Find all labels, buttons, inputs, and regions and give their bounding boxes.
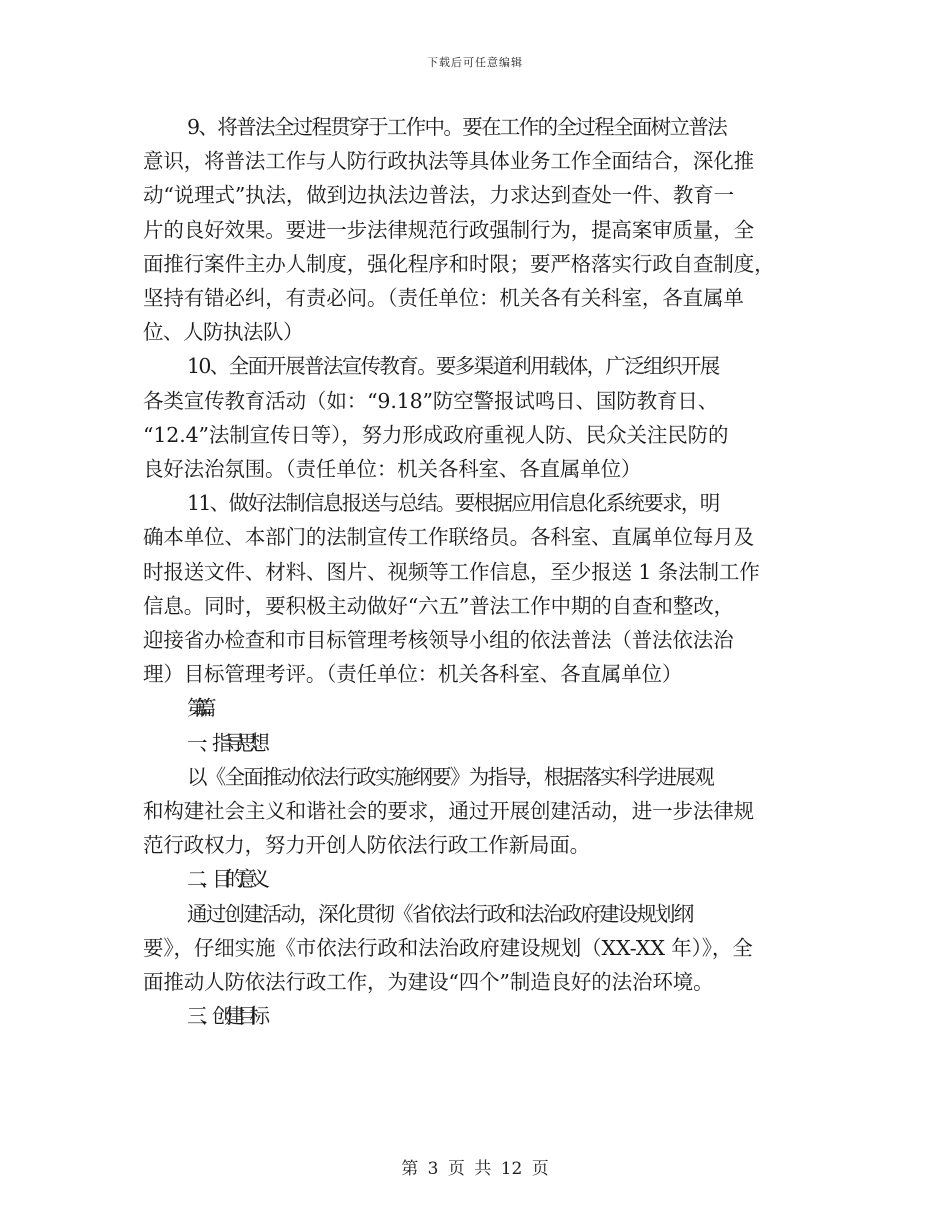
paragraph-line: 确本单位、本部门的法制宣传工作联络员。各科室、直属单位每月及 bbox=[143, 525, 754, 550]
paragraph-first-line: 三、创建目标 bbox=[187, 1004, 262, 1029]
paragraph-line: 良好法治氛围。（责任单位：机关各科室、各直属单位） bbox=[143, 457, 642, 481]
paragraph-line: “12.4”法制宣传日等），努力形成政府重视人防、民众关注民防的 bbox=[143, 422, 729, 447]
paragraph-first-line: 10、全面开展普法宣传教育。要多渠道利用载体，广泛组织开展 bbox=[187, 354, 719, 379]
paragraph-line: 位、人防执法队） bbox=[143, 320, 303, 345]
paragraph-line: 和构建社会主义和谐社会的要求，通过开展创建活动，进一步法律规 bbox=[143, 799, 754, 823]
paragraph-line: 面推动人防依法行政工作，为建设“四个”制造良好的法治环境。 bbox=[143, 970, 714, 994]
paragraph-line: 要》，仔细实施《市依法行政和法治政府建设规划（XX-XX 年）》，全 bbox=[143, 935, 753, 960]
paragraph-line: 理）目标管理考评。（责任单位：机关各科室、各直属单位） bbox=[143, 662, 683, 687]
paragraph-line: 动“说理式”执法，做到边执法边普法，力求达到查处一件、教育一 bbox=[143, 183, 734, 208]
paragraph-line: 范行政权力，努力开创人防依法行政工作新局面。 bbox=[143, 833, 590, 858]
page-footer: 第 3 页 共 12 页 bbox=[401, 1159, 549, 1179]
paragraph-first-line: 通过创建活动，深化贯彻《省依法行政和法治政府建设规划纲 bbox=[187, 901, 693, 926]
header-note: 下载后可任意编辑 bbox=[427, 56, 523, 69]
paragraph-line: 片的良好效果。要进一步法律规范行政强制行为，提高案审质量，全 bbox=[143, 217, 754, 242]
paragraph-line: 坚持有错必纠，有责必问。（责任单位：机关各有关科室，各直属单 bbox=[143, 286, 744, 310]
paragraph-first-line: 11、做好法制信息报送与总结。要根据应用信息化系统要求，明 bbox=[187, 491, 719, 516]
paragraph-first-line: 9、将普法全过程贯穿于工作中。要在工作的全过程全面树立普法 bbox=[187, 115, 727, 139]
paragraph-line: 各类宣传教育活动（如：“9.18”防空警报试鸣日、国防教育日、 bbox=[143, 388, 719, 413]
paragraph-line: 时报送文件、材料、图片、视频等工作信息，至少报送 1 条法制工作 bbox=[143, 559, 760, 584]
paragraph-first-line: 第二篇 bbox=[187, 696, 201, 721]
paragraph-line: 信息。同时，要积极主动做好“六五”普法工作中期的自查和整改， bbox=[143, 593, 734, 618]
paragraph-line: 意识，将普法工作与人防行政执法等具体业务工作全面结合，深化推 bbox=[143, 149, 754, 174]
paragraph-first-line: 以《全面推动依法行政实施纲要》为指导，根据落实科学进展观 bbox=[187, 764, 713, 789]
paragraph-line: 迎接省办检查和市目标管理考核领导小组的依法普法（普法依法治 bbox=[143, 628, 734, 652]
paragraph-line: 面推行案件主办人制度，强化程序和时限；要严格落实行政自查制度， bbox=[143, 251, 775, 276]
paragraph-first-line: 二、目的意义 bbox=[187, 867, 262, 892]
paragraph-first-line: 一、指导思想 bbox=[187, 730, 262, 755]
